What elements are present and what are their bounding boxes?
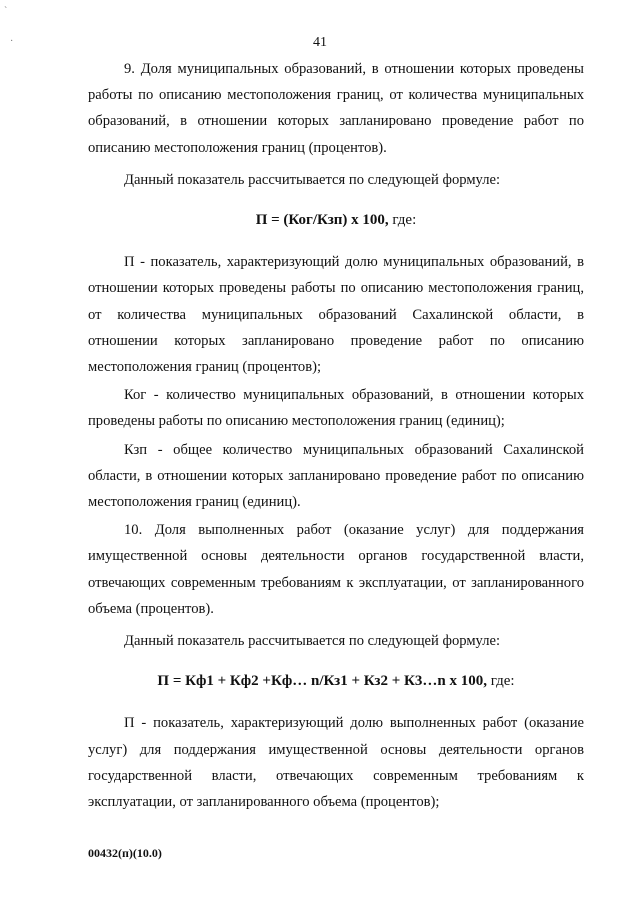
formula-2-expression: П = Кф1 + Кф2 +Кф… n/Кз1 + Кз2 + К3…n х 100, — [157, 673, 487, 690]
definition-p-2: П - показатель, характеризующий долю выполненных работ (оказание услуг) для поддержания имущественной основы деятельности органов государственной власти, отвечающих современным требованиям к эксплуатации, от запланированного объема (процентов); — [88, 715, 584, 811]
paragraph-item-10: 10. Доля выполненных работ (оказание услуг) для поддержания имущественной основы деятельности органов государственной власти, отвечающих современным требованиям к эксплуатации, от запланированного объема (процентов). — [88, 522, 584, 617]
page-number: 41 — [313, 35, 327, 50]
formula-2 — [88, 668, 584, 694]
scan-mark-left: · — [10, 36, 14, 47]
formula-1 — [88, 207, 584, 233]
formula-2-where: где: — [486, 673, 515, 690]
paragraph-item-9: 9. Доля муниципальных образований, в отношении которых проведены работы по описанию местоположения границ, от количества муниципальных образований, в отношении которых запланировано проведение работ по описанию местоположения границ (процентов). — [88, 61, 584, 156]
formula-intro-1: Данный показатель рассчитывается по следующей формуле: — [124, 171, 501, 188]
formula-1-where: где: — [388, 212, 417, 229]
definition-p-1: П - показатель, характеризующий долю муниципальных образований, в отношении которых проведены работы по описанию местоположения границ, от количества муниципальных образований Сахалинской области, в отношении которых запланировано проведение работ по описанию местоположения границ (процентов); — [88, 254, 584, 376]
formula-intro-2: Данный показатель рассчитывается по следующей формуле: — [124, 633, 501, 650]
scan-mark-top: ˋ — [4, 6, 8, 17]
definition-kzp: Кзп - общее количество муниципальных образований Сахалинской области, в отношении которых запланировано проведение работ по описанию местоположения границ (единиц). — [88, 441, 584, 511]
definition-kog: Ког - количество муниципальных образований, в отношении которых проведены работы по описанию местоположения границ (единиц); — [88, 387, 584, 430]
formula-1-expression: П = (Ког/Кзп) х 100, — [255, 212, 389, 229]
document-body — [88, 56, 584, 821]
document-footer-code: 00432(п)(10.0) — [88, 846, 162, 860]
